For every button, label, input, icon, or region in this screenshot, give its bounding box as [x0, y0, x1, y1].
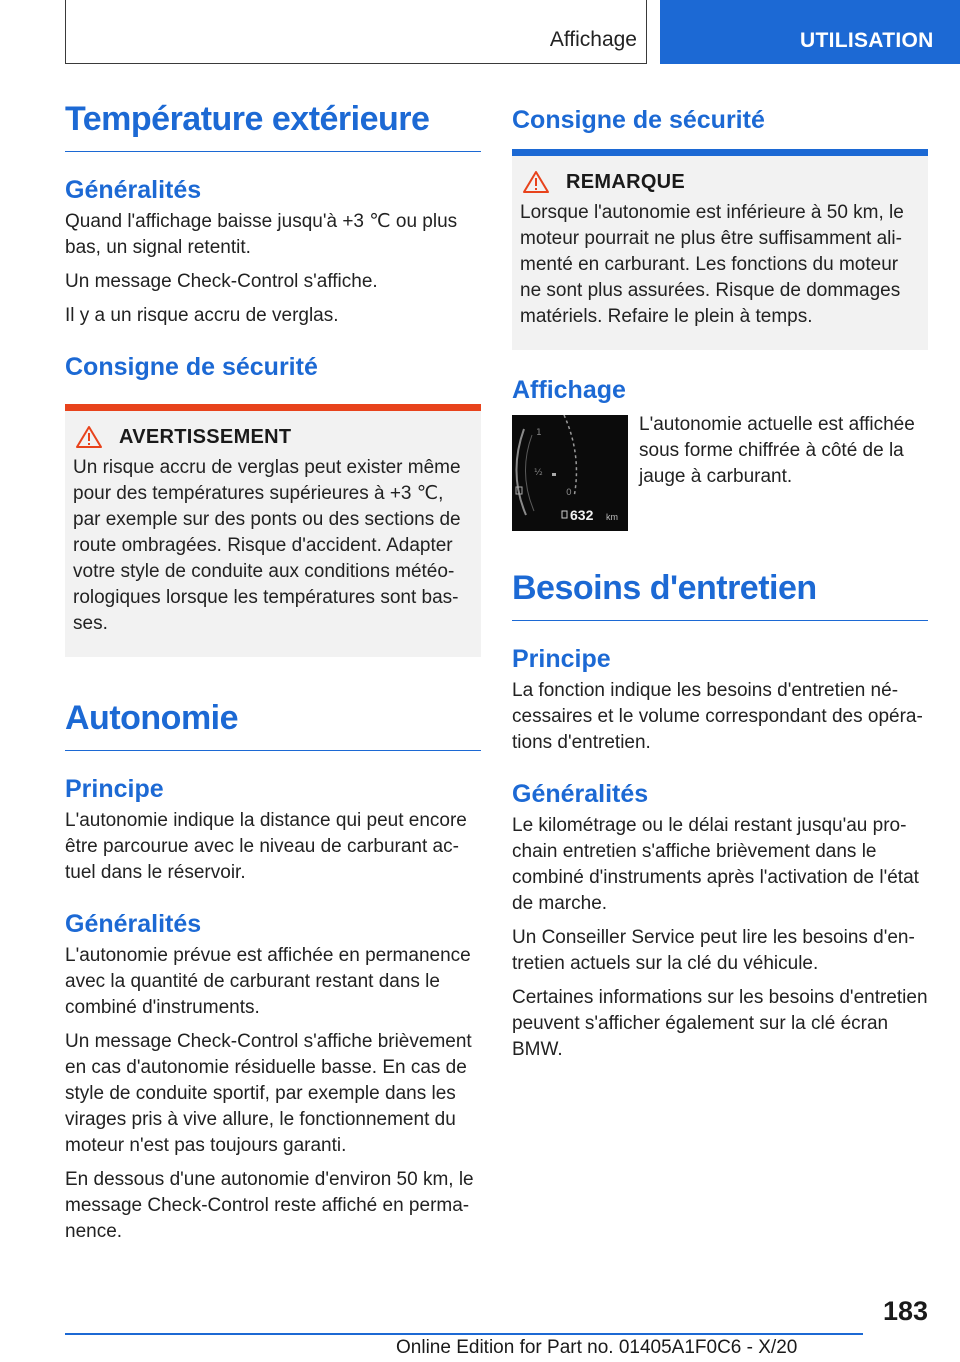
fuel-pump-icon	[562, 511, 567, 518]
header-section-title: Affichage	[549, 28, 637, 51]
warning-bar	[65, 404, 481, 411]
warning-triangle-icon	[522, 170, 550, 194]
paragraph: La fonction indique les besoins d'entretien nécessaires et le volume correspondant des opérations d'entretien.	[512, 680, 923, 753]
paragraph: Le kilométrage ou le délai restant jusqu'au prochain entretien s'affiche brièvement dans le combiné d'instruments après l'activation de l'état de marche.	[512, 815, 919, 914]
heading-general: Généralités	[65, 176, 202, 204]
fuel-gauge-image	[512, 415, 628, 531]
left-column	[65, 100, 481, 1245]
page-number: 183	[882, 1296, 928, 1326]
range-value: 632	[570, 507, 594, 523]
heading-general: Généralités	[65, 910, 202, 938]
note-label: REMARQUE	[566, 170, 686, 193]
paragraph: Quand l'affichage baisse jusqu'à +3 ℃ ou plus bas, un signal retentit.	[65, 211, 458, 258]
heading-principle: Principe	[65, 775, 164, 803]
note-bar	[512, 149, 928, 156]
fuel-gauge-graphic	[512, 415, 628, 531]
heading-safety: Consigne de sécurité	[65, 353, 318, 381]
range-unit: km	[606, 512, 618, 522]
note-body	[512, 156, 928, 350]
right-column	[512, 100, 928, 1063]
warning-label: AVERTISSEMENT	[119, 425, 292, 448]
warning-triangle-icon	[75, 425, 103, 449]
paragraph: L'autonomie indique la distance qui peut encore être parcourue avec le niveau de carburant actuel dans le réservoir.	[65, 810, 467, 883]
footer-edition: Online Edition for Part no. 01405A1F0C6 - X/20	[396, 1337, 798, 1358]
note-box	[512, 149, 928, 350]
gauge-tick-label: 1	[536, 428, 542, 438]
warning-box	[65, 404, 481, 657]
warning-body	[65, 411, 481, 657]
note-text: Lorsque l'autonomie est inférieure à 50 km, le moteur pourrait ne plus être suffisamment alimenté en carburant. Les fonctions du moteur ne sont plus assurées. Risque de dommages matériels. Refaire le plein à temps.	[520, 202, 904, 327]
heading-principle: Principe	[512, 645, 611, 673]
heading-general: Généralités	[512, 780, 649, 808]
paragraph: L'autonomie actuelle est affichée sous forme chiffrée à côté de la jauge à carburant.	[639, 414, 915, 487]
paragraph: Il y a un risque accru de verglas.	[65, 305, 339, 326]
paragraph: Un Conseiller Service peut lire les besoins d'entretien actuels sur la clé du véhicule.	[512, 927, 915, 974]
header-chapter-label: UTILISATION	[800, 29, 934, 52]
paragraph: L'autonomie prévue est affichée en permanence avec la quantité de carburant restant dans le combiné d'instruments.	[65, 945, 471, 1018]
paragraph: En dessous d'une autonomie d'environ 50 km, le message Check-Control reste affiché en permanence.	[65, 1169, 474, 1242]
paragraph: Un message Check-Control s'affiche brièvement en cas d'autonomie résiduelle basse. En cas de style de conduite sportif, par exemple dans les virages pris à vive allure, le fonctionnement du moteur n'est pas toujours garanti.	[65, 1031, 472, 1156]
gauge-tick-label: ½	[534, 468, 543, 478]
paragraph: Certaines informations sur les besoins d'entretien peuvent s'afficher également sur la clé écran BMW.	[512, 987, 928, 1060]
footer-divider	[65, 1333, 863, 1335]
heading-service-requirements: Besoins d'entretien	[512, 569, 928, 621]
gauge-tick-label: 0	[566, 488, 572, 498]
heading-display: Affichage	[512, 376, 626, 404]
header-chapter-tab	[660, 0, 960, 64]
heading-range: Autonomie	[65, 699, 481, 751]
heading-safety: Consigne de sécurité	[512, 106, 765, 134]
warning-text: Un risque accru de verglas peut exister même pour des températures supérieures à +3 ℃, par exemple sur des ponts ou des sections de route ombragées. Risque d'accident. Adapter votre style de conduite aux conditions météorologiques lorsque les températures sont basses.	[73, 457, 461, 634]
heading-outside-temperature: Température extérieure	[65, 100, 481, 152]
paragraph: Un message Check-Control s'affiche.	[65, 271, 378, 292]
